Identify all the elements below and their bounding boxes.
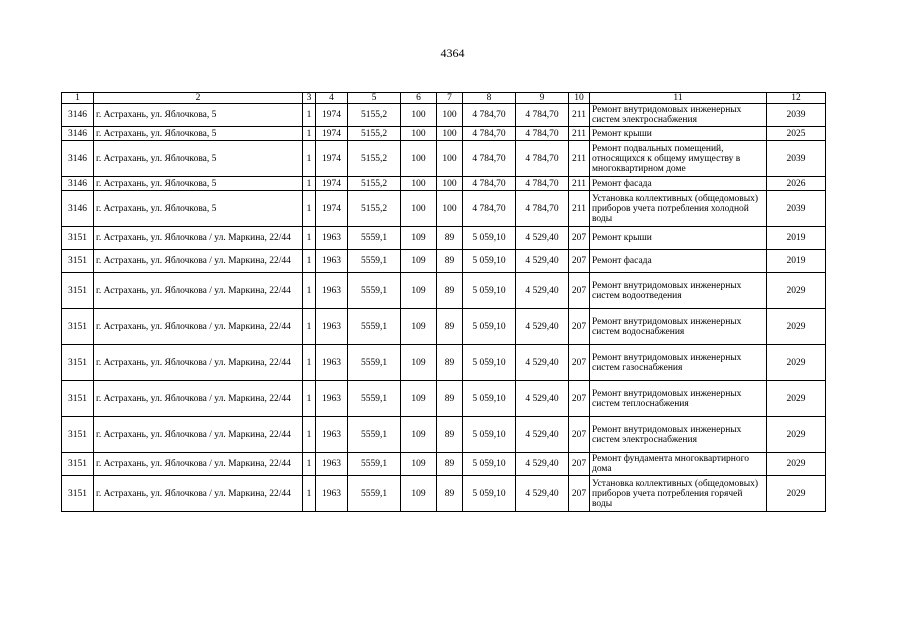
- cell-col3: 1: [303, 191, 316, 227]
- cell-col10: 211: [569, 127, 590, 141]
- cell-col8: 5 059,10: [463, 476, 516, 512]
- planned-year: 2039: [767, 141, 826, 177]
- cell-col3: 1: [303, 227, 316, 250]
- year-built: 1974: [316, 104, 348, 127]
- address: г. Астрахань, ул. Яблочкова / ул. Маркина, 22/44: [94, 381, 303, 417]
- cell-col9: 4 784,70: [516, 127, 569, 141]
- table-row: [62, 309, 826, 345]
- address: г. Астрахань, ул. Яблочкова / ул. Маркина, 22/44: [94, 227, 303, 250]
- cell-col8: 5 059,10: [463, 250, 516, 273]
- work-type: Установка коллективных (общедомовых) приборов учета потребления холодной воды: [590, 191, 767, 227]
- cell-col8: 4 784,70: [463, 127, 516, 141]
- planned-year: 2029: [767, 476, 826, 512]
- year-built: 1974: [316, 191, 348, 227]
- cell-col9: 4 784,70: [516, 177, 569, 191]
- table-row: [62, 227, 826, 250]
- cell-col10: 207: [569, 345, 590, 381]
- planned-year: 2029: [767, 453, 826, 476]
- cell-col10: 211: [569, 141, 590, 177]
- work-type: Ремонт фундамента многоквартирного дома: [590, 453, 767, 476]
- table-row: [62, 381, 826, 417]
- cell-col3: 1: [303, 104, 316, 127]
- cell-col9: 4 784,70: [516, 191, 569, 227]
- cell-col6: 109: [401, 227, 437, 250]
- column-number: 3: [303, 93, 316, 104]
- cell-col9: 4 529,40: [516, 250, 569, 273]
- cell-col6: 109: [401, 453, 437, 476]
- planned-year: 2039: [767, 191, 826, 227]
- column-number: 5: [348, 93, 401, 104]
- cell-col10: 207: [569, 227, 590, 250]
- cell-col9: 4 529,40: [516, 227, 569, 250]
- cell-col10: 207: [569, 309, 590, 345]
- planned-year: 2019: [767, 250, 826, 273]
- year-built: 1963: [316, 417, 348, 453]
- cell-col7: 89: [437, 250, 463, 273]
- year-built: 1974: [316, 127, 348, 141]
- cell-col8: 5 059,10: [463, 417, 516, 453]
- cell-col8: 4 784,70: [463, 104, 516, 127]
- cell-col7: 100: [437, 127, 463, 141]
- table-row: [62, 273, 826, 309]
- planned-year: 2029: [767, 273, 826, 309]
- house-id: 3151: [62, 250, 94, 273]
- total-area: 5155,2: [348, 177, 401, 191]
- work-type: Ремонт крыши: [590, 227, 767, 250]
- house-id: 3151: [62, 453, 94, 476]
- cell-col3: 1: [303, 127, 316, 141]
- total-area: 5559,1: [348, 417, 401, 453]
- cell-col3: 1: [303, 417, 316, 453]
- work-type: Ремонт внутридомовых инженерных систем электроснабжения: [590, 104, 767, 127]
- house-id: 3151: [62, 381, 94, 417]
- cell-col10: 211: [569, 104, 590, 127]
- cell-col6: 109: [401, 345, 437, 381]
- house-id: 3151: [62, 345, 94, 381]
- register-table: [61, 92, 826, 512]
- year-built: 1963: [316, 273, 348, 309]
- cell-col6: 109: [401, 309, 437, 345]
- address: г. Астрахань, ул. Яблочкова, 5: [94, 141, 303, 177]
- cell-col3: 1: [303, 250, 316, 273]
- cell-col10: 207: [569, 250, 590, 273]
- cell-col3: 1: [303, 309, 316, 345]
- cell-col9: 4 529,40: [516, 309, 569, 345]
- cell-col7: 100: [437, 191, 463, 227]
- cell-col3: 1: [303, 453, 316, 476]
- column-number: 1: [62, 93, 94, 104]
- total-area: 5559,1: [348, 273, 401, 309]
- cell-col6: 100: [401, 177, 437, 191]
- cell-col9: 4 784,70: [516, 104, 569, 127]
- cell-col7: 89: [437, 476, 463, 512]
- cell-col6: 100: [401, 141, 437, 177]
- column-number: 6: [401, 93, 437, 104]
- address: г. Астрахань, ул. Яблочкова, 5: [94, 127, 303, 141]
- cell-col9: 4 529,40: [516, 345, 569, 381]
- year-built: 1963: [316, 476, 348, 512]
- column-number: 11: [590, 93, 767, 104]
- table-row: [62, 417, 826, 453]
- address: г. Астрахань, ул. Яблочкова, 5: [94, 191, 303, 227]
- year-built: 1963: [316, 345, 348, 381]
- column-number: 2: [94, 93, 303, 104]
- work-type: Установка коллективных (общедомовых) приборов учета потребления горячей воды: [590, 476, 767, 512]
- cell-col7: 89: [437, 453, 463, 476]
- cell-col7: 100: [437, 104, 463, 127]
- total-area: 5559,1: [348, 227, 401, 250]
- cell-col3: 1: [303, 476, 316, 512]
- total-area: 5155,2: [348, 191, 401, 227]
- table-row: [62, 141, 826, 177]
- cell-col3: 1: [303, 381, 316, 417]
- year-built: 1963: [316, 227, 348, 250]
- work-type: Ремонт внутридомовых инженерных систем газоснабжения: [590, 345, 767, 381]
- cell-col8: 4 784,70: [463, 191, 516, 227]
- table-row: [62, 250, 826, 273]
- cell-col8: 4 784,70: [463, 141, 516, 177]
- total-area: 5559,1: [348, 250, 401, 273]
- cell-col6: 100: [401, 127, 437, 141]
- year-built: 1963: [316, 250, 348, 273]
- column-number: 9: [516, 93, 569, 104]
- total-area: 5155,2: [348, 127, 401, 141]
- house-id: 3151: [62, 227, 94, 250]
- cell-col10: 207: [569, 381, 590, 417]
- total-area: 5155,2: [348, 141, 401, 177]
- cell-col6: 109: [401, 476, 437, 512]
- address: г. Астрахань, ул. Яблочкова / ул. Маркина, 22/44: [94, 273, 303, 309]
- cell-col7: 89: [437, 227, 463, 250]
- work-type: Ремонт фасада: [590, 177, 767, 191]
- cell-col8: 5 059,10: [463, 227, 516, 250]
- planned-year: 2019: [767, 227, 826, 250]
- cell-col6: 109: [401, 381, 437, 417]
- work-type: Ремонт внутридомовых инженерных систем водоотведения: [590, 273, 767, 309]
- table-row: [62, 177, 826, 191]
- address: г. Астрахань, ул. Яблочкова / ул. Маркина, 22/44: [94, 476, 303, 512]
- column-number: 10: [569, 93, 590, 104]
- cell-col9: 4 529,40: [516, 453, 569, 476]
- address: г. Астрахань, ул. Яблочкова / ул. Маркина, 22/44: [94, 453, 303, 476]
- cell-col6: 100: [401, 191, 437, 227]
- house-id: 3146: [62, 191, 94, 227]
- house-id: 3146: [62, 127, 94, 141]
- total-area: 5559,1: [348, 453, 401, 476]
- house-id: 3146: [62, 141, 94, 177]
- total-area: 5559,1: [348, 345, 401, 381]
- year-built: 1974: [316, 141, 348, 177]
- cell-col9: 4 529,40: [516, 417, 569, 453]
- year-built: 1963: [316, 309, 348, 345]
- cell-col7: 89: [437, 309, 463, 345]
- cell-col10: 207: [569, 273, 590, 309]
- total-area: 5559,1: [348, 309, 401, 345]
- year-built: 1963: [316, 381, 348, 417]
- cell-col3: 1: [303, 345, 316, 381]
- cell-col3: 1: [303, 177, 316, 191]
- total-area: 5155,2: [348, 104, 401, 127]
- address: г. Астрахань, ул. Яблочкова / ул. Маркина, 22/44: [94, 309, 303, 345]
- house-id: 3151: [62, 273, 94, 309]
- planned-year: 2029: [767, 345, 826, 381]
- work-type: Ремонт фасада: [590, 250, 767, 273]
- planned-year: 2029: [767, 381, 826, 417]
- cell-col7: 89: [437, 417, 463, 453]
- planned-year: 2026: [767, 177, 826, 191]
- house-id: 3146: [62, 177, 94, 191]
- cell-col8: 5 059,10: [463, 273, 516, 309]
- year-built: 1963: [316, 453, 348, 476]
- house-id: 3151: [62, 417, 94, 453]
- house-id: 3151: [62, 309, 94, 345]
- work-type: Ремонт подвальных помещений, относящихся к общему имуществу в многоквартирном доме: [590, 141, 767, 177]
- column-number-row: [62, 93, 826, 104]
- cell-col10: 207: [569, 417, 590, 453]
- cell-col7: 100: [437, 177, 463, 191]
- cell-col8: 5 059,10: [463, 345, 516, 381]
- cell-col6: 109: [401, 417, 437, 453]
- house-id: 3151: [62, 476, 94, 512]
- work-type: Ремонт крыши: [590, 127, 767, 141]
- cell-col9: 4 529,40: [516, 273, 569, 309]
- table-row: [62, 127, 826, 141]
- table-row: [62, 345, 826, 381]
- work-type: Ремонт внутридомовых инженерных систем электроснабжения: [590, 417, 767, 453]
- table-row: [62, 476, 826, 512]
- address: г. Астрахань, ул. Яблочкова, 5: [94, 177, 303, 191]
- cell-col10: 207: [569, 453, 590, 476]
- page-number: 4364: [440, 46, 465, 60]
- cell-col10: 211: [569, 191, 590, 227]
- column-number: 4: [316, 93, 348, 104]
- cell-col10: 207: [569, 476, 590, 512]
- cell-col3: 1: [303, 141, 316, 177]
- cell-col10: 211: [569, 177, 590, 191]
- total-area: 5559,1: [348, 381, 401, 417]
- planned-year: 2029: [767, 309, 826, 345]
- total-area: 5559,1: [348, 476, 401, 512]
- cell-col8: 5 059,10: [463, 453, 516, 476]
- cell-col8: 5 059,10: [463, 381, 516, 417]
- column-number: 7: [437, 93, 463, 104]
- table-row: [62, 104, 826, 127]
- address: г. Астрахань, ул. Яблочкова, 5: [94, 104, 303, 127]
- cell-col7: 89: [437, 381, 463, 417]
- work-type: Ремонт внутридомовых инженерных систем теплоснабжения: [590, 381, 767, 417]
- cell-col6: 109: [401, 273, 437, 309]
- address: г. Астрахань, ул. Яблочкова / ул. Маркина, 22/44: [94, 250, 303, 273]
- cell-col6: 100: [401, 104, 437, 127]
- column-number: 8: [463, 93, 516, 104]
- column-number: 12: [767, 93, 826, 104]
- address: г. Астрахань, ул. Яблочкова / ул. Маркина, 22/44: [94, 417, 303, 453]
- cell-col9: 4 529,40: [516, 476, 569, 512]
- address: г. Астрахань, ул. Яблочкова / ул. Маркина, 22/44: [94, 345, 303, 381]
- cell-col7: 100: [437, 141, 463, 177]
- cell-col8: 4 784,70: [463, 177, 516, 191]
- cell-col7: 89: [437, 273, 463, 309]
- cell-col9: 4 784,70: [516, 141, 569, 177]
- cell-col9: 4 529,40: [516, 381, 569, 417]
- planned-year: 2039: [767, 104, 826, 127]
- cell-col6: 109: [401, 250, 437, 273]
- planned-year: 2029: [767, 417, 826, 453]
- cell-col7: 89: [437, 345, 463, 381]
- table-row: [62, 191, 826, 227]
- planned-year: 2025: [767, 127, 826, 141]
- cell-col8: 5 059,10: [463, 309, 516, 345]
- work-type: Ремонт внутридомовых инженерных систем водоснабжения: [590, 309, 767, 345]
- house-id: 3146: [62, 104, 94, 127]
- table-row: [62, 453, 826, 476]
- cell-col3: 1: [303, 273, 316, 309]
- year-built: 1974: [316, 177, 348, 191]
